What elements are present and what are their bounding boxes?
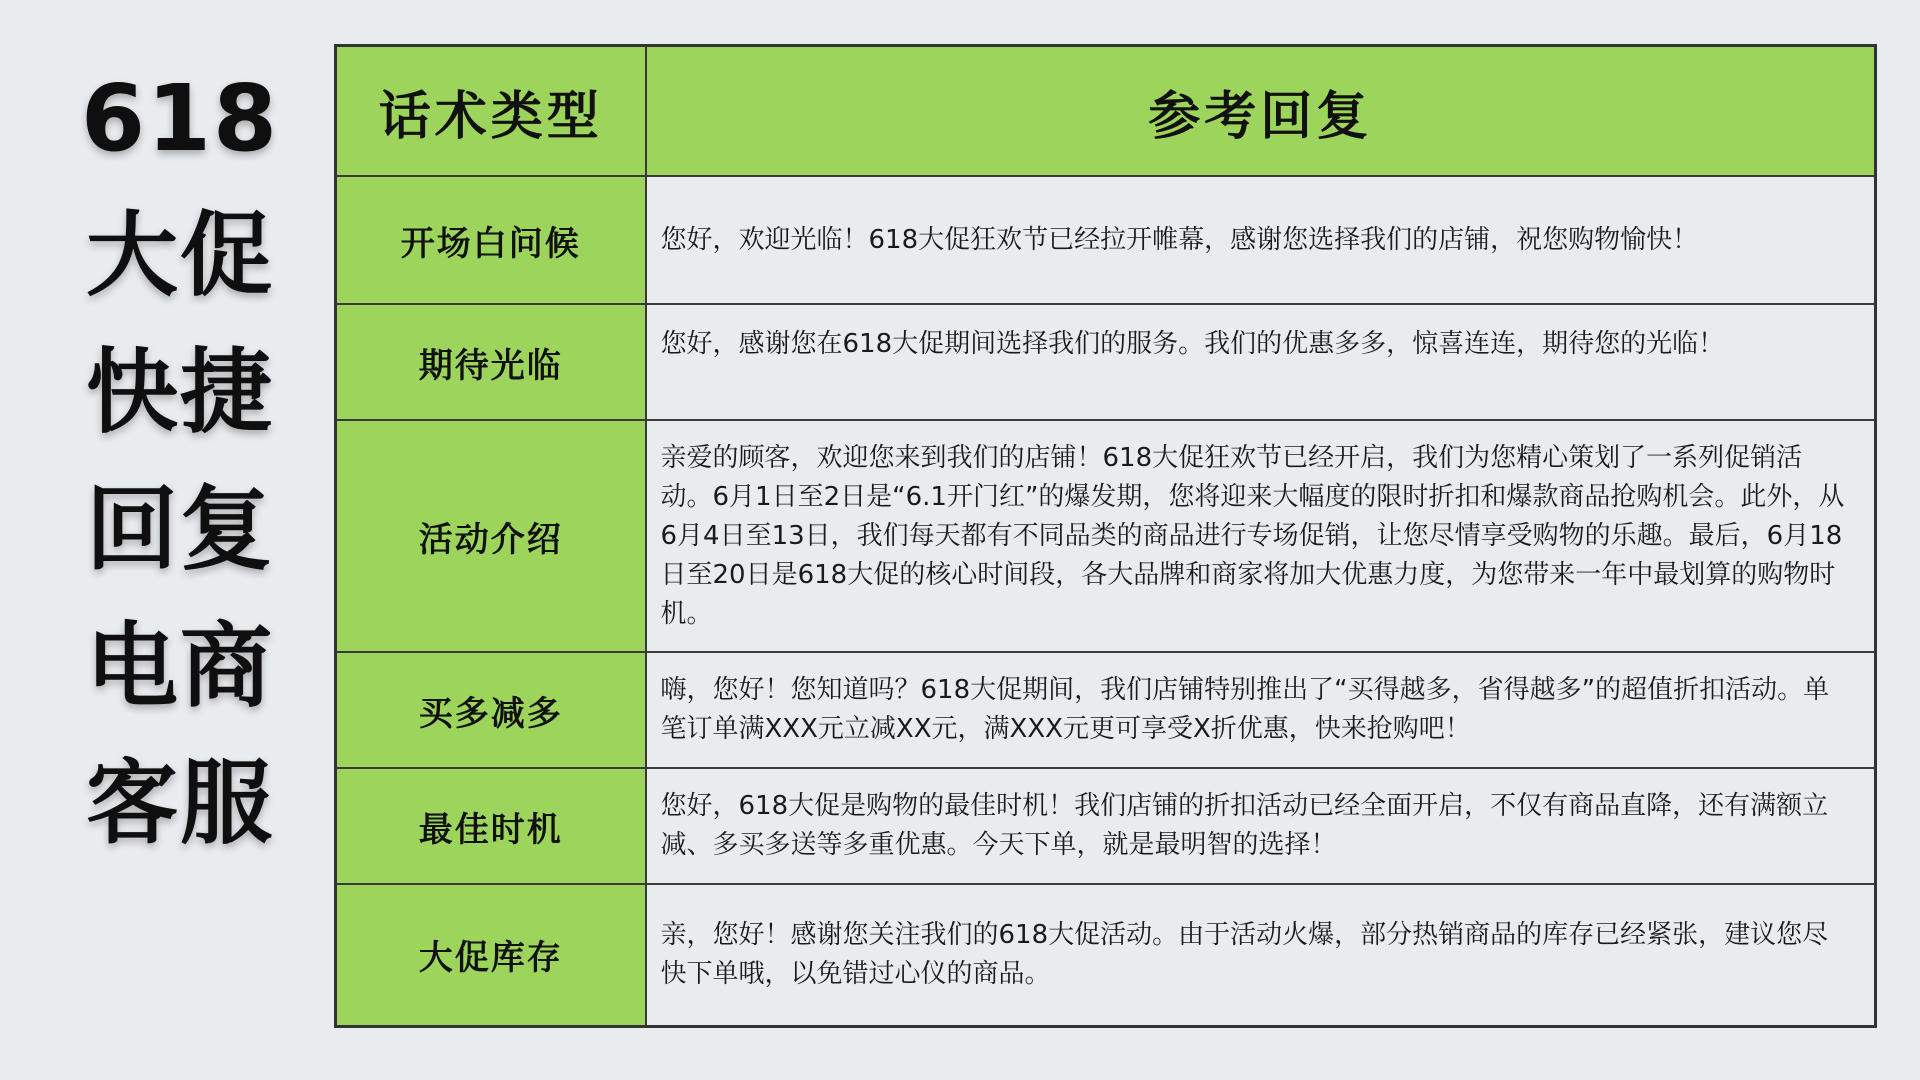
reply-script-table [334,44,1877,1028]
script-type-cell: 开场白问候 [336,176,646,304]
table-header-row [336,46,1876,177]
script-type-cell: 最佳时机 [336,768,646,884]
side-title-line: 快捷 [85,339,274,446]
side-title [60,50,300,872]
header-script-type: 话术类型 [336,46,646,177]
reply-cell: 您好，欢迎光临！618大促狂欢节已经拉开帷幕，感谢您选择我们的店铺，祝您购物愉快！ [646,176,1876,304]
script-type-cell: 期待光临 [336,304,646,420]
side-title-line: 618 [80,65,280,172]
side-title-line: 电商 [85,613,274,720]
reply-cell: 您好，618大促是购物的最佳时机！我们店铺的折扣活动已经全面开启，不仅有商品直降，还有满额立减、多买多送等多重优惠。今天下单，就是最明智的选择！ [646,768,1876,884]
table-row [336,420,1876,652]
table-row [336,176,1876,304]
reply-cell: 亲爱的顾客，欢迎您来到我们的店铺！618大促狂欢节已经开启，我们为您精心策划了一系列促销活动。6月1日至2日是“6.1开门红”的爆发期，您将迎来大幅度的限时折扣和爆款商品抢购机会。此外，从6月4日至13日，我们每天都有不同品类的商品进行专场促销，让您尽情享受购物的乐趣。最后，6月18日至20日是618大促的核心时间段，各大品牌和商家将加大优惠力度，为您带来一年中最划算的购物时机。 [646,420,1876,652]
header-reference-reply: 参考回复 [646,46,1876,177]
script-type-cell: 买多减多 [336,652,646,768]
side-title-line: 客服 [85,750,274,857]
reply-cell: 亲，您好！感谢您关注我们的618大促活动。由于活动火爆，部分热销商品的库存已经紧张，建议您尽快下单哦，以免错过心仪的商品。 [646,884,1876,1026]
table-row [336,768,1876,884]
table-row [336,884,1876,1026]
reply-cell: 嗨，您好！您知道吗？618大促期间，我们店铺特别推出了“买得越多，省得越多”的超值折扣活动。单笔订单满XXX元立减XX元，满XXX元更可享受X折优惠，快来抢购吧！ [646,652,1876,768]
table-row [336,304,1876,420]
side-title-line: 大促 [85,202,274,309]
script-type-cell: 大促库存 [336,884,646,1026]
reply-cell: 您好，感谢您在618大促期间选择我们的服务。我们的优惠多多，惊喜连连，期待您的光临！ [646,304,1876,420]
table-row [336,652,1876,768]
script-type-cell: 活动介绍 [336,420,646,652]
side-title-line: 回复 [85,476,274,583]
